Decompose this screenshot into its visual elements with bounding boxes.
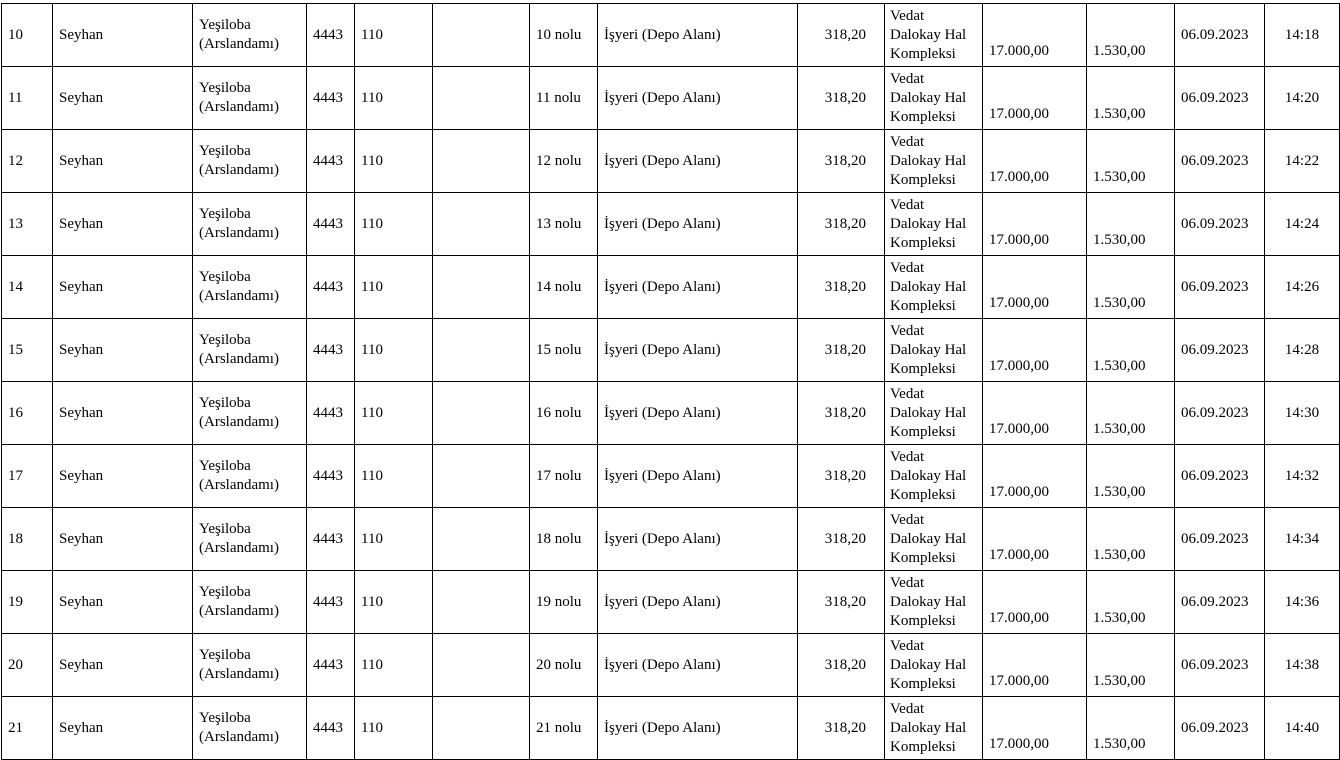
date-cell: 06.09.2023	[1175, 193, 1265, 256]
parcel-cell: 110	[355, 571, 433, 634]
empty-cell	[433, 571, 530, 634]
unit-number-cell: 16 nolu	[530, 382, 598, 445]
time-cell: 14:28	[1265, 319, 1340, 382]
property-type-cell: İşyeri (Depo Alanı)	[598, 4, 798, 67]
location-cell: Vedat Dalokay Hal Kompleksi	[885, 256, 983, 319]
empty-cell	[433, 697, 530, 760]
district-cell: Seyhan	[53, 697, 193, 760]
empty-cell	[433, 319, 530, 382]
block-cell: 4443	[307, 67, 355, 130]
area-cell: 318,20	[798, 508, 885, 571]
property-type-cell: İşyeri (Depo Alanı)	[598, 697, 798, 760]
district-cell: Seyhan	[53, 319, 193, 382]
area-cell: 318,20	[798, 193, 885, 256]
empty-cell	[433, 193, 530, 256]
deposit-cell: 1.530,00	[1087, 130, 1175, 193]
location-cell: Vedat Dalokay Hal Kompleksi	[885, 508, 983, 571]
date-cell: 06.09.2023	[1175, 256, 1265, 319]
table-row	[2, 193, 1340, 256]
parcel-cell: 110	[355, 67, 433, 130]
row-number-cell: 19	[2, 571, 53, 634]
time-cell: 14:18	[1265, 4, 1340, 67]
date-cell: 06.09.2023	[1175, 382, 1265, 445]
block-cell: 4443	[307, 571, 355, 634]
parcel-cell: 110	[355, 634, 433, 697]
deposit-cell: 1.530,00	[1087, 319, 1175, 382]
unit-number-cell: 19 nolu	[530, 571, 598, 634]
parcel-cell: 110	[355, 256, 433, 319]
parcel-cell: 110	[355, 130, 433, 193]
deposit-cell: 1.530,00	[1087, 382, 1175, 445]
price-cell: 17.000,00	[983, 319, 1087, 382]
time-cell: 14:20	[1265, 67, 1340, 130]
district-cell: Seyhan	[53, 4, 193, 67]
parcel-cell: 110	[355, 508, 433, 571]
time-cell: 14:22	[1265, 130, 1340, 193]
area-cell: 318,20	[798, 445, 885, 508]
price-cell: 17.000,00	[983, 697, 1087, 760]
district-cell: Seyhan	[53, 193, 193, 256]
property-type-cell: İşyeri (Depo Alanı)	[598, 130, 798, 193]
unit-number-cell: 20 nolu	[530, 634, 598, 697]
date-cell: 06.09.2023	[1175, 634, 1265, 697]
deposit-cell: 1.530,00	[1087, 634, 1175, 697]
neighborhood-cell: Yeşiloba (Arslandamı)	[193, 319, 307, 382]
time-cell: 14:36	[1265, 571, 1340, 634]
property-type-cell: İşyeri (Depo Alanı)	[598, 67, 798, 130]
property-type-cell: İşyeri (Depo Alanı)	[598, 256, 798, 319]
location-cell: Vedat Dalokay Hal Kompleksi	[885, 445, 983, 508]
property-type-cell: İşyeri (Depo Alanı)	[598, 508, 798, 571]
property-type-cell: İşyeri (Depo Alanı)	[598, 445, 798, 508]
parcel-cell: 110	[355, 4, 433, 67]
district-cell: Seyhan	[53, 571, 193, 634]
empty-cell	[433, 508, 530, 571]
unit-number-cell: 18 nolu	[530, 508, 598, 571]
block-cell: 4443	[307, 382, 355, 445]
time-cell: 14:30	[1265, 382, 1340, 445]
row-number-cell: 13	[2, 193, 53, 256]
price-cell: 17.000,00	[983, 571, 1087, 634]
block-cell: 4443	[307, 697, 355, 760]
property-type-cell: İşyeri (Depo Alanı)	[598, 634, 798, 697]
area-cell: 318,20	[798, 256, 885, 319]
block-cell: 4443	[307, 256, 355, 319]
table-row	[2, 571, 1340, 634]
location-cell: Vedat Dalokay Hal Kompleksi	[885, 571, 983, 634]
time-cell: 14:34	[1265, 508, 1340, 571]
date-cell: 06.09.2023	[1175, 571, 1265, 634]
district-cell: Seyhan	[53, 382, 193, 445]
block-cell: 4443	[307, 193, 355, 256]
row-number-cell: 20	[2, 634, 53, 697]
unit-number-cell: 15 nolu	[530, 319, 598, 382]
price-cell: 17.000,00	[983, 634, 1087, 697]
district-cell: Seyhan	[53, 634, 193, 697]
table-row	[2, 697, 1340, 760]
empty-cell	[433, 130, 530, 193]
district-cell: Seyhan	[53, 67, 193, 130]
property-type-cell: İşyeri (Depo Alanı)	[598, 382, 798, 445]
time-cell: 14:32	[1265, 445, 1340, 508]
row-number-cell: 12	[2, 130, 53, 193]
neighborhood-cell: Yeşiloba (Arslandamı)	[193, 193, 307, 256]
block-cell: 4443	[307, 4, 355, 67]
property-type-cell: İşyeri (Depo Alanı)	[598, 193, 798, 256]
neighborhood-cell: Yeşiloba (Arslandamı)	[193, 697, 307, 760]
row-number-cell: 10	[2, 4, 53, 67]
district-cell: Seyhan	[53, 130, 193, 193]
deposit-cell: 1.530,00	[1087, 697, 1175, 760]
empty-cell	[433, 67, 530, 130]
location-cell: Vedat Dalokay Hal Kompleksi	[885, 319, 983, 382]
parcel-cell: 110	[355, 697, 433, 760]
row-number-cell: 21	[2, 697, 53, 760]
area-cell: 318,20	[798, 4, 885, 67]
table-body	[2, 4, 1340, 760]
empty-cell	[433, 445, 530, 508]
date-cell: 06.09.2023	[1175, 697, 1265, 760]
time-cell: 14:26	[1265, 256, 1340, 319]
block-cell: 4443	[307, 130, 355, 193]
date-cell: 06.09.2023	[1175, 4, 1265, 67]
parcel-cell: 110	[355, 193, 433, 256]
neighborhood-cell: Yeşiloba (Arslandamı)	[193, 445, 307, 508]
unit-number-cell: 21 nolu	[530, 697, 598, 760]
empty-cell	[433, 634, 530, 697]
area-cell: 318,20	[798, 67, 885, 130]
area-cell: 318,20	[798, 382, 885, 445]
price-cell: 17.000,00	[983, 256, 1087, 319]
block-cell: 4443	[307, 508, 355, 571]
location-cell: Vedat Dalokay Hal Kompleksi	[885, 382, 983, 445]
table-row	[2, 508, 1340, 571]
area-cell: 318,20	[798, 319, 885, 382]
deposit-cell: 1.530,00	[1087, 445, 1175, 508]
neighborhood-cell: Yeşiloba (Arslandamı)	[193, 256, 307, 319]
neighborhood-cell: Yeşiloba (Arslandamı)	[193, 634, 307, 697]
row-number-cell: 16	[2, 382, 53, 445]
neighborhood-cell: Yeşiloba (Arslandamı)	[193, 130, 307, 193]
table-row	[2, 130, 1340, 193]
deposit-cell: 1.530,00	[1087, 256, 1175, 319]
location-cell: Vedat Dalokay Hal Kompleksi	[885, 130, 983, 193]
price-cell: 17.000,00	[983, 67, 1087, 130]
parcel-cell: 110	[355, 382, 433, 445]
unit-number-cell: 14 nolu	[530, 256, 598, 319]
table-row	[2, 319, 1340, 382]
property-type-cell: İşyeri (Depo Alanı)	[598, 319, 798, 382]
row-number-cell: 15	[2, 319, 53, 382]
area-cell: 318,20	[798, 634, 885, 697]
price-cell: 17.000,00	[983, 130, 1087, 193]
empty-cell	[433, 256, 530, 319]
date-cell: 06.09.2023	[1175, 319, 1265, 382]
deposit-cell: 1.530,00	[1087, 193, 1175, 256]
time-cell: 14:40	[1265, 697, 1340, 760]
block-cell: 4443	[307, 445, 355, 508]
location-cell: Vedat Dalokay Hal Kompleksi	[885, 4, 983, 67]
location-cell: Vedat Dalokay Hal Kompleksi	[885, 193, 983, 256]
block-cell: 4443	[307, 634, 355, 697]
location-cell: Vedat Dalokay Hal Kompleksi	[885, 67, 983, 130]
property-type-cell: İşyeri (Depo Alanı)	[598, 571, 798, 634]
table-row	[2, 67, 1340, 130]
neighborhood-cell: Yeşiloba (Arslandamı)	[193, 67, 307, 130]
district-cell: Seyhan	[53, 256, 193, 319]
table-row	[2, 445, 1340, 508]
price-cell: 17.000,00	[983, 508, 1087, 571]
neighborhood-cell: Yeşiloba (Arslandamı)	[193, 508, 307, 571]
neighborhood-cell: Yeşiloba (Arslandamı)	[193, 571, 307, 634]
parcel-cell: 110	[355, 445, 433, 508]
unit-number-cell: 17 nolu	[530, 445, 598, 508]
location-cell: Vedat Dalokay Hal Kompleksi	[885, 697, 983, 760]
date-cell: 06.09.2023	[1175, 130, 1265, 193]
area-cell: 318,20	[798, 571, 885, 634]
time-cell: 14:24	[1265, 193, 1340, 256]
unit-number-cell: 12 nolu	[530, 130, 598, 193]
row-number-cell: 17	[2, 445, 53, 508]
table-row	[2, 634, 1340, 697]
row-number-cell: 14	[2, 256, 53, 319]
neighborhood-cell: Yeşiloba (Arslandamı)	[193, 4, 307, 67]
date-cell: 06.09.2023	[1175, 445, 1265, 508]
area-cell: 318,20	[798, 130, 885, 193]
price-cell: 17.000,00	[983, 445, 1087, 508]
location-cell: Vedat Dalokay Hal Kompleksi	[885, 634, 983, 697]
parcel-cell: 110	[355, 319, 433, 382]
table-row	[2, 256, 1340, 319]
price-cell: 17.000,00	[983, 193, 1087, 256]
block-cell: 4443	[307, 319, 355, 382]
unit-number-cell: 13 nolu	[530, 193, 598, 256]
time-cell: 14:38	[1265, 634, 1340, 697]
neighborhood-cell: Yeşiloba (Arslandamı)	[193, 382, 307, 445]
deposit-cell: 1.530,00	[1087, 67, 1175, 130]
table-row	[2, 4, 1340, 67]
unit-number-cell: 10 nolu	[530, 4, 598, 67]
area-cell: 318,20	[798, 697, 885, 760]
price-cell: 17.000,00	[983, 4, 1087, 67]
deposit-cell: 1.530,00	[1087, 571, 1175, 634]
row-number-cell: 18	[2, 508, 53, 571]
district-cell: Seyhan	[53, 445, 193, 508]
date-cell: 06.09.2023	[1175, 67, 1265, 130]
auction-table	[1, 3, 1340, 760]
price-cell: 17.000,00	[983, 382, 1087, 445]
date-cell: 06.09.2023	[1175, 508, 1265, 571]
empty-cell	[433, 382, 530, 445]
row-number-cell: 11	[2, 67, 53, 130]
table-row	[2, 382, 1340, 445]
empty-cell	[433, 4, 530, 67]
deposit-cell: 1.530,00	[1087, 508, 1175, 571]
district-cell: Seyhan	[53, 508, 193, 571]
unit-number-cell: 11 nolu	[530, 67, 598, 130]
deposit-cell: 1.530,00	[1087, 4, 1175, 67]
